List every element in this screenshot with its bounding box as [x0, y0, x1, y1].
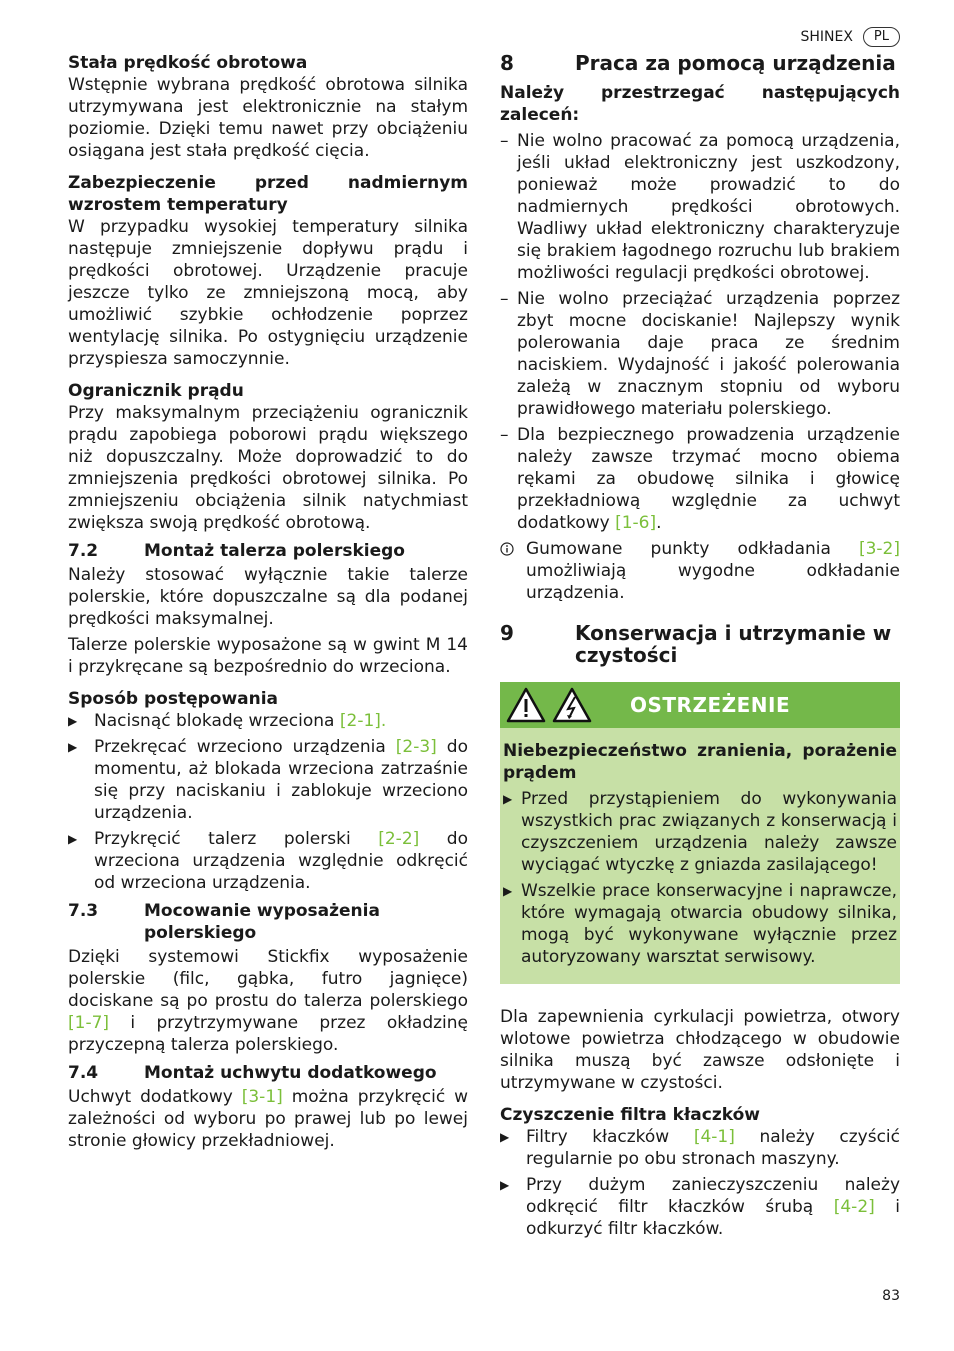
section-number: 7.2 [68, 541, 99, 561]
list-item-text: Nie wolno przeciążać urządzenia poprzez zbyt mocne dociskanie! Najlepszy wynik polerowania daje praca ze średnim naciskiem. Wydajność i jakość polerowania zależą w znacznym stopniu od wyboru prawidłowego materiału polerskiego. [517, 289, 900, 419]
heading-procedure: Sposób postępowania [68, 689, 279, 709]
list-item-text: Nie wolno pracować za pomocą urządzenia, jeśli układ elektroniczny jest uszkodzony, ponieważ może prowadzić to do nadmiernych prędkości obrotowych. Wadliwy układ elektroniczny charakteryzuje się brakiem łagodnego rozruchu lub brakiem możliwości regulacji prędkości obrotowej. [517, 131, 900, 283]
figure-reference: [3-1] [241, 1087, 283, 1107]
language-badge: PL [863, 27, 900, 47]
section-title: Praca za pomocą urządzenia [575, 51, 896, 75]
procedure-step [68, 710, 468, 732]
figure-reference: [1-6] [615, 513, 657, 533]
heading-current-limiter: Ogranicznik prądu [68, 381, 244, 401]
list-item [500, 424, 900, 534]
warning-step [503, 788, 897, 876]
electric-shock-icon [552, 687, 592, 723]
procedure-step [500, 1174, 900, 1240]
dash-marker: – [500, 289, 509, 309]
procedure-step [500, 1126, 900, 1170]
figure-reference: [4-2] [833, 1197, 875, 1217]
section-8-heading [500, 52, 900, 74]
paragraph-overheat-protection: W przypadku wysokiej temperatury silnika następuje zmniejszenie dopływu prądu i prędkości obrotowej. Urządzenie pracuje jeszcze tylko ze zmniejszoną mocą, aby umożliwić szybkie ochłodzenie poprzez wentylację silnika. Po ostygnięciu urządzenie przyspiesza samoczynnie. [68, 217, 468, 369]
arrow-right-icon: ▶ [68, 832, 78, 846]
figure-reference: [3-2] [858, 539, 900, 559]
warning-icons [506, 687, 630, 723]
info-text: Gumowane punkty odkładania [3-2] umożliwiają wygodne odkładanie urządzenia. [526, 539, 900, 603]
warning-step-text: Przed przystąpieniem do wykonywania wszystkich prac związanych z konserwacją i czyszczeniem urządzenia należy zawsze wyciągać wtyczkę z gniazda zasilającego! [521, 789, 897, 875]
list-item-text: Dla bezpiecznego prowadzenia urządzenie należy zawsze trzymać mocno obiema rękami za obudowę silnika i głowicę przekładniową względnie za uchwyt dodatkowy [1-6]. [517, 425, 900, 533]
page-number: 83 [882, 1288, 900, 1304]
section-number: 7.4 [68, 1063, 99, 1083]
section-title: Montaż talerza polerskiego [144, 541, 405, 561]
section-9-heading [500, 622, 900, 666]
procedure-step [68, 736, 468, 824]
figure-reference: [4-1] [693, 1127, 735, 1147]
figure-reference: [1-7] [68, 1013, 110, 1033]
section-title: Montaż uchwytu dodatkowego [144, 1063, 437, 1083]
dash-marker: – [500, 131, 509, 151]
dash-marker: – [500, 425, 509, 445]
section-title: Konserwacja i utrzymanie w czystości [575, 621, 892, 667]
heading-overheat-protection: Zabezpieczenie przed nadmiernym wzrostem temperatury [68, 173, 468, 215]
section-number: 7.3 [68, 901, 99, 921]
warning-box [500, 682, 900, 984]
warning-triangle-icon [506, 687, 546, 723]
heading-constant-speed: Stała prędkość obrotowa [68, 53, 308, 73]
figure-reference: [2-3] [395, 737, 437, 757]
procedure-step [68, 828, 468, 894]
arrow-right-icon: ▶ [503, 792, 513, 806]
section-title: Mocowanie wyposażenia polerskiego [144, 901, 380, 943]
list-item [500, 288, 900, 420]
step-text: Filtry kłaczków [4-1] należy czyścić regularnie po obu stronach maszyny. [526, 1127, 900, 1169]
section-7-4-heading [68, 1062, 468, 1084]
step-text: Nacisnąć blokadę wrzeciona [2-1]. [94, 711, 387, 731]
paragraph-air-circulation: Dla zapewnienia cyrkulacji powietrza, otwory wlotowe powietrza chłodzącego w obudowie silnika muszą być zawsze odsłonięte i utrzymywane w czystości. [500, 1007, 900, 1093]
section-number: 9 [500, 621, 514, 645]
arrow-right-icon: ▶ [500, 1178, 510, 1192]
paragraph-stickfix: Dzięki systemowi Stickfix wyposażenie polerskie (filc, gąbka, futro jagnięce) dociskane są po prostu do talerza polerskiego [1-7] i przytrzymywane przez okładzinę przyczepną talerza polerskiego. [68, 947, 468, 1055]
info-note [500, 538, 900, 604]
step-text: Przykręcić talerz polerski [2-2] do wrzeciona urządzenia względnie odkręcić od wrzeciona urządzenia. [94, 829, 468, 893]
step-text: Przekręcać wrzeciono urządzenia [2-3] do momentu, aż blokada wrzeciona zatrzaśnie się przy naciskaniu i zablokuje wrzeciono urządzenia. [94, 737, 468, 823]
right-column [500, 52, 900, 1244]
paragraph-current-limiter: Przy maksymalnym przeciążeniu ogranicznik prądu zapobiega poborowi prądu większego niż dopuszczalny. Może doprowadzić to do zmniejszenia prędkości obrotowej silnika. Po zmniejszeniu obciążenia silnik natychmiast zwiększa swoją prędkość obrotową. [68, 403, 468, 533]
paragraph-thread: Talerze polerskie wyposażone są w gwint M 14 i przykręcane są bezpośrednio do wrzeciona. [68, 635, 468, 677]
warning-title: OSTRZEŻENIE [630, 693, 791, 717]
figure-reference: [2-1]. [339, 711, 387, 731]
page-header [800, 26, 900, 48]
heading-lint-filter: Czyszczenie filtra kłaczków [500, 1105, 760, 1125]
section-7-2-heading [68, 540, 468, 562]
arrow-right-icon: ▶ [68, 714, 78, 728]
warning-body [500, 728, 900, 968]
section-number: 8 [500, 51, 514, 75]
arrow-right-icon: ▶ [68, 740, 78, 754]
figure-reference: [2-2] [378, 829, 420, 849]
paragraph-auxiliary-handle: Uchwyt dodatkowy [3-1] można przykręcić w zależności od wyboru po prawej lub po lewej stronie głowicy przekładniowej. [68, 1087, 469, 1151]
arrow-right-icon: ▶ [503, 884, 513, 898]
left-column [68, 52, 468, 1156]
warning-heading: Niebezpieczeństwo zranienia, porażenie prądem [503, 741, 897, 783]
step-text: Przy dużym zanieczyszczeniu należy odkręcić filtr kłaczków śrubą [4-2] i odkurzyć filtr kłaczków. [526, 1175, 900, 1239]
warning-step-text: Wszelkie prace konserwacyjne i naprawcze, które wymagają otwarcia obudowy silnika, mogą być wykonywane wyłącznie przez autoryzowany warsztat serwisowy. [521, 881, 897, 967]
warning-header [500, 682, 900, 728]
heading-recommendations: Należy przestrzegać następujących zaleceń: [500, 83, 900, 125]
brand-label: SHINEX [800, 29, 853, 45]
info-icon [500, 538, 526, 604]
paragraph-polishing-pads: Należy stosować wyłącznie takie talerze polerskie, które dopuszczalne są dla podanej prędkości maksymalnej. [68, 565, 468, 629]
warning-step [503, 880, 897, 968]
arrow-right-icon: ▶ [500, 1130, 510, 1144]
list-item [500, 130, 900, 284]
section-7-3-heading [68, 900, 468, 944]
paragraph-constant-speed: Wstępnie wybrana prędkość obrotowa silnika utrzymywana jest elektronicznie na stałym poziomie. Dzięki temu nawet przy obciążeniu osiągana jest stała prędkość cięcia. [68, 75, 468, 161]
